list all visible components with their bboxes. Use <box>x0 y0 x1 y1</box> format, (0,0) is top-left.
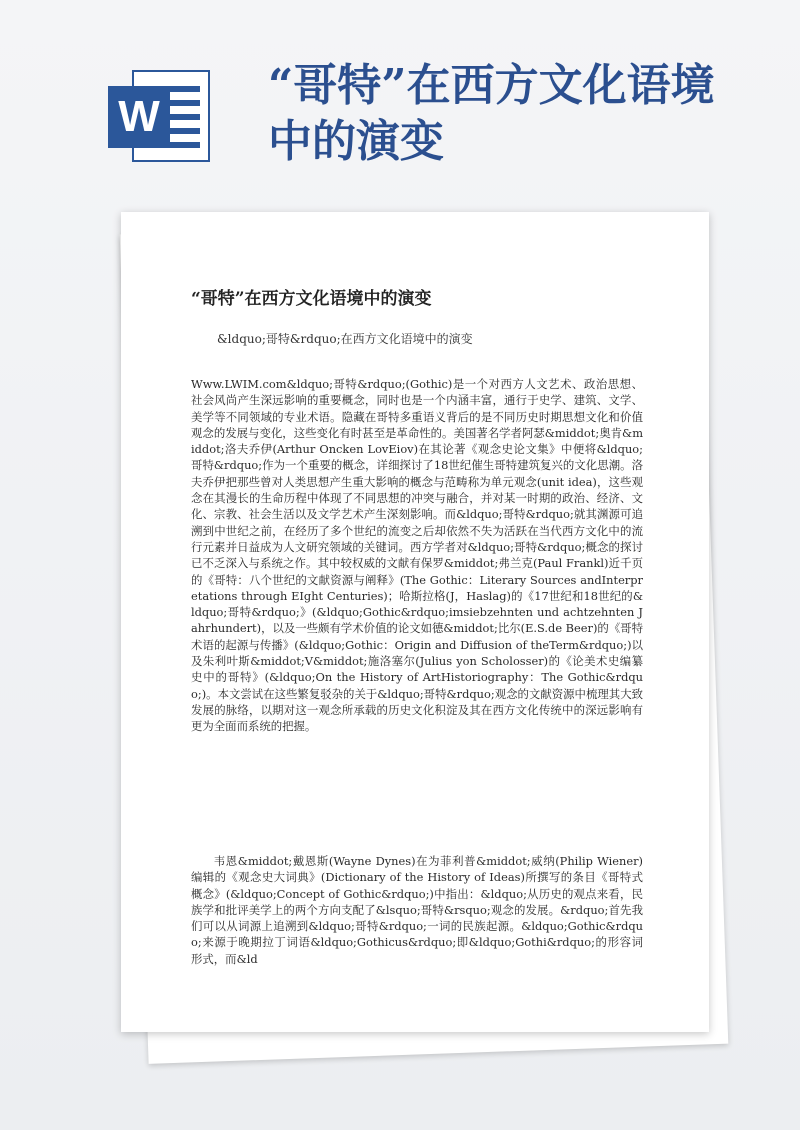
document-subtitle: &ldquo;哥特&rdquo;在西方文化语境中的演变 <box>217 332 473 346</box>
document-title: “哥特”在西方文化语境中的演变 <box>191 289 432 309</box>
word-document-icon <box>108 70 210 162</box>
word-logo-letter: W <box>108 86 170 148</box>
body-paragraph-1: Www.LWIM.com&ldquo;哥特&rdquo;(Gothic)是一个对西方人文艺术、政治思想、社会风尚产生深远影响的重要概念，同时也是一个内涵丰富，通行于史学、建筑、文学、美学等不同领域的专业术语。隐藏在哥特多重语义背后的是不同历史时期思想文化和价值观念的发展与变化，这些变化有时甚至是革命性的。美国著名学者阿瑟&middot;奥肯&middot;洛夫乔伊(Arthur Oncken LovEiov)在其论著《观念史论文集》中便将&ldquo;哥特&rdquo;作为一个重要的概念，详细探讨了18世纪催生哥特建筑复兴的文化思潮。洛夫乔伊把那些曾对人类思想产生重大影响的概念与范畴称为单元观念(unit idea)，这些观念在其漫长的生命历程中体现了不同思想的冲突与融合，并对某一时期的政治、经济、文化、宗教、社会生活以及文学艺术产生深刻影响。而&ldquo;哥特&rdquo;就其渊源可追溯到中世纪之前，在经历了多个世纪的流变之后却依然不失为活跃在当代西方文化中的流行元素并日益成为人文研究领域的关键词。西方学者对&ldquo;哥特&rdquo;概念的探讨已不乏深入与系统之作。其中较权威的文献有保罗&middot;弗兰克(Paul Frankl)近千页的《哥特：八个世纪的文献资源与阐释》(The Gothic：Literary Sources andInterpretations through EIght Centuries)；哈斯拉格(J，Haslag)的《17世纪和18世纪的&ldquo;哥特&rdquo;》(&ldquo;Gothic&rdquo;imsiebzehnten und achtzehnten Jahrhundert)，以及一些颇有学术价值的论文如德&middot;比尔(E.S.de Beer)的《哥特术语的起源与传播》(&ldquo;Gothic：Origin and Diffusion of theTerm&rdquo;)以及朱利叶斯&middot;V&middot;施洛塞尔(Julius yon Scholosser)的《论美术史编纂史中的哥特》(&ldquo;On the History of ArtHistoriography：The Gothic&rdquo;)。本文尝试在这些繁复驳杂的关于&ldquo;哥特&rdquo;观念的文献资源中梳理其大致发展的脉络，以期对这一观念所承载的历史文化积淀及其在西方文化传统中的深远影响有更为全面而系统的把握。 <box>191 377 643 734</box>
page-title: “哥特”在西方文化语境中的演变 <box>268 60 715 167</box>
body-paragraph-2: 韦恩&middot;戴恩斯(Wayne Dynes)在为菲利普&middot;威纳(Philip Wiener)编辑的《观念史大词典》(Dictionary of the History of Ideas)所撰写的条目《哥特式概念》(&ldquo;Concept of Gothic&rdquo;)中指出：&ldquo;从历史的观点来看，民族学和批评美学上的两个方向支配了&lsquo;哥特&rsquo;观念的发展。&rdquo;首先我们可以从词源上追溯到&ldquo;哥特&rdquo;一词的民族起源。&ldquo;Gothic&rdquo;来源于晚期拉丁词语&ldquo;Gothicus&rdquo;即&ldquo;Gothi&rdquo;的形容词形式，而&ld <box>191 854 643 966</box>
document-page <box>121 212 709 1032</box>
